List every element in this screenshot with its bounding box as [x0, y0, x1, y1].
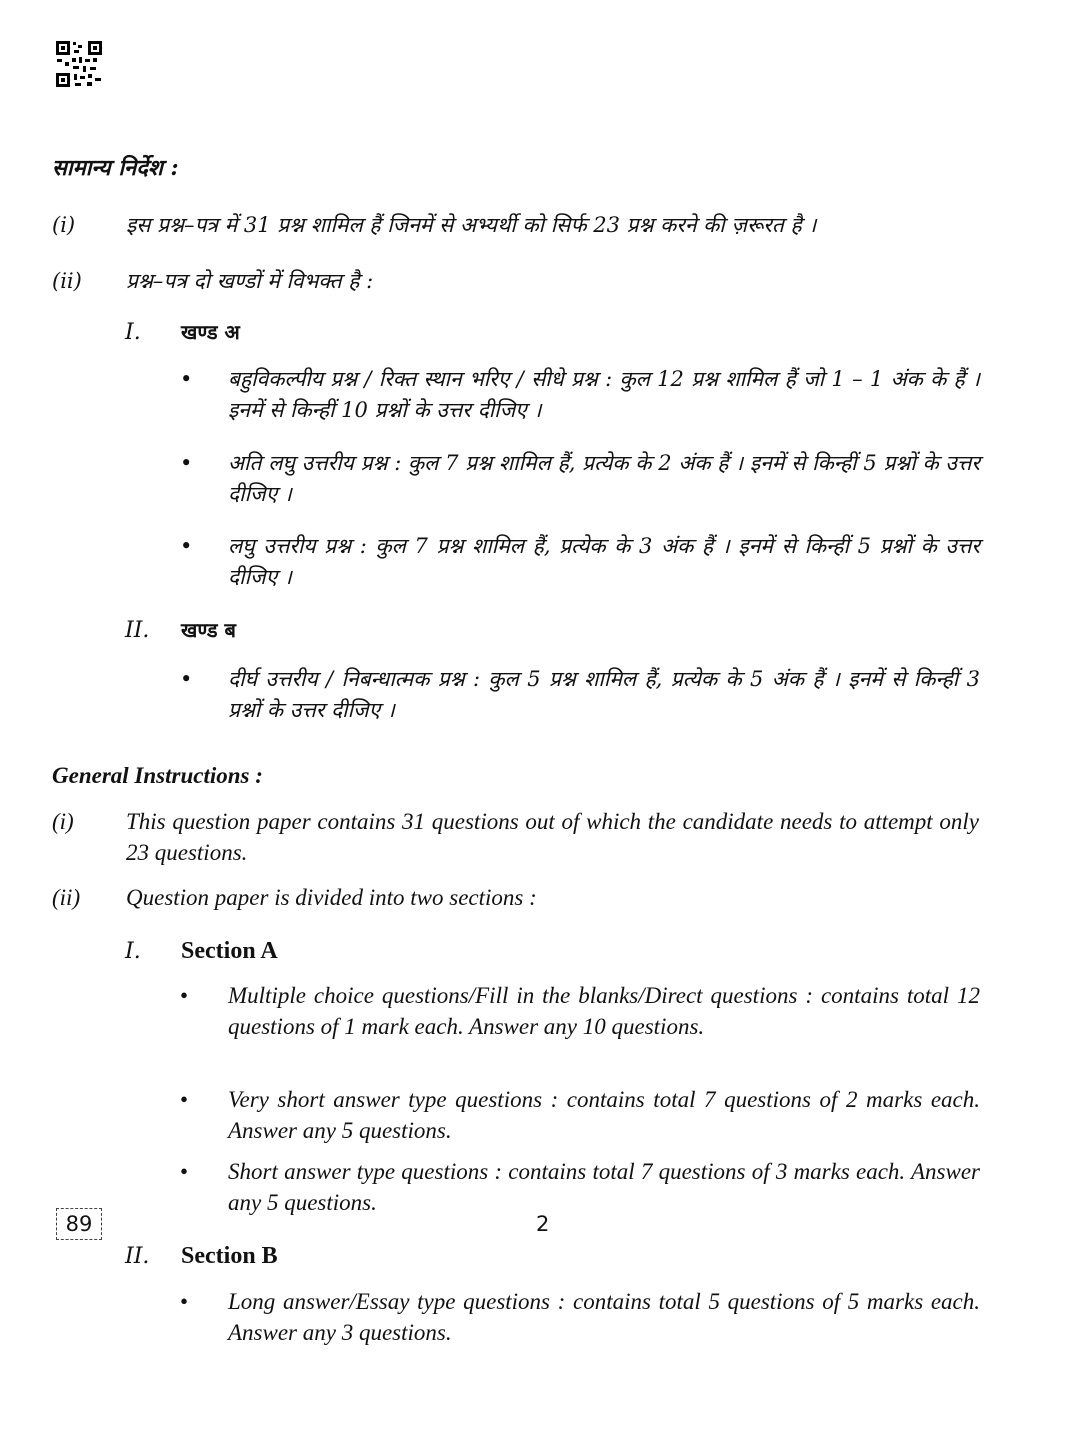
- item-text: प्रश्न–पत्र दो खण्डों में विभक्त है :: [126, 269, 374, 293]
- item-number: (ii): [52, 885, 81, 910]
- hindi-section-a-bullet-1: [180, 364, 980, 426]
- item-text: Question paper is divided into two sections :: [126, 885, 537, 910]
- section-roman: I.: [125, 939, 141, 964]
- qr-code-icon: [55, 40, 103, 88]
- hindi-section-b-heading: [125, 616, 236, 643]
- bullet-icon: •: [180, 1087, 189, 1112]
- item-number: (ii): [52, 269, 82, 293]
- hindi-item-1: [52, 210, 979, 241]
- hindi-section-a-heading: [125, 318, 240, 345]
- english-item-1: [52, 806, 979, 868]
- hindi-section-a-bullet-3: [180, 531, 980, 593]
- bullet-text: Very short answer type questions : contains total 7 questions of 2 marks each. Answer any 5 questions.: [228, 1087, 980, 1143]
- section-title: खण्ड अ: [181, 320, 240, 344]
- paper-code: 89: [56, 1208, 102, 1240]
- bullet-text: बहुविकल्पीय प्रश्न / रिक्त स्थान भरिए / सीधे प्रश्न : कुल 12 प्रश्न शामिल हैं जो 1 – 1 अंक के हैं । इनमें से किन्हीं 10 प्रश्नों के उत्तर दीजिए ।: [228, 367, 980, 422]
- section-title: Section B: [181, 1243, 278, 1269]
- item-number: (i): [52, 213, 76, 237]
- english-section-a-bullet-2: [180, 1084, 980, 1146]
- bullet-icon: •: [180, 534, 193, 558]
- bullet-text: लघु उत्तरीय प्रश्न : कुल 7 प्रश्न शामिल हैं, प्रत्येक के 3 अंक हैं । इनमें से किन्हीं 5 प्रश्नों के उत्तर दीजिए ।: [228, 534, 980, 589]
- bullet-icon: •: [180, 1159, 189, 1184]
- english-item-2: [52, 882, 979, 913]
- bullet-icon: •: [180, 1289, 189, 1314]
- hindi-section-b-bullet-1: [180, 664, 980, 726]
- english-section-b-heading: [125, 1243, 278, 1270]
- item-text: This question paper contains 31 questions out of which the candidate needs to attempt only 23 questions.: [126, 809, 979, 865]
- hindi-section-a-bullet-2: [180, 448, 980, 510]
- hindi-item-2: [52, 266, 979, 297]
- english-section-b-bullet-1: [180, 1286, 980, 1348]
- section-title: Section A: [181, 938, 278, 964]
- section-title: खण्ड ब: [181, 618, 236, 642]
- english-section-a-bullet-1: [180, 980, 980, 1042]
- english-heading: General Instructions :: [52, 763, 263, 788]
- bullet-icon: •: [180, 667, 193, 691]
- english-section-a-heading: [125, 938, 278, 965]
- bullet-icon: •: [180, 367, 193, 391]
- item-number: (i): [52, 809, 74, 834]
- bullet-text: Long answer/Essay type questions : contains total 5 questions of 5 marks each. Answer any 3 questions.: [228, 1289, 980, 1345]
- bullet-text: अति लघु उत्तरीय प्रश्न : कुल 7 प्रश्न शामिल हैं, प्रत्येक के 2 अंक हैं । इनमें से किन्हीं 5 प्रश्नों के उत्तर दीजिए ।: [228, 451, 980, 506]
- bullet-icon: •: [180, 451, 193, 475]
- hindi-heading: सामान्य निर्देश :: [52, 155, 179, 181]
- english-section-a-bullet-3: [180, 1156, 980, 1218]
- page-number: 2: [536, 1212, 550, 1236]
- bullet-text: Multiple choice questions/Fill in the blanks/Direct questions : contains total 12 questions of 1 mark each. Answer any 10 questions.: [228, 983, 980, 1039]
- section-roman: I.: [125, 320, 141, 345]
- bullet-text: Short answer type questions : contains total 7 questions of 3 marks each. Answer any 5 questions.: [228, 1159, 980, 1215]
- item-text: इस प्रश्न–पत्र में 31 प्रश्न शामिल हैं जिनमें से अभ्यर्थी को सिर्फ 23 प्रश्न करने की ज़रूरत है ।: [126, 213, 817, 237]
- bullet-icon: •: [180, 983, 189, 1008]
- section-roman: II.: [125, 618, 150, 643]
- bullet-text: दीर्घ उत्तरीय / निबन्धात्मक प्रश्न : कुल 5 प्रश्न शामिल हैं, प्रत्येक के 5 अंक हैं । इनमें से किन्हीं 3 प्रश्नों के उत्तर दीजिए ।: [228, 667, 980, 722]
- section-roman: II.: [125, 1244, 150, 1269]
